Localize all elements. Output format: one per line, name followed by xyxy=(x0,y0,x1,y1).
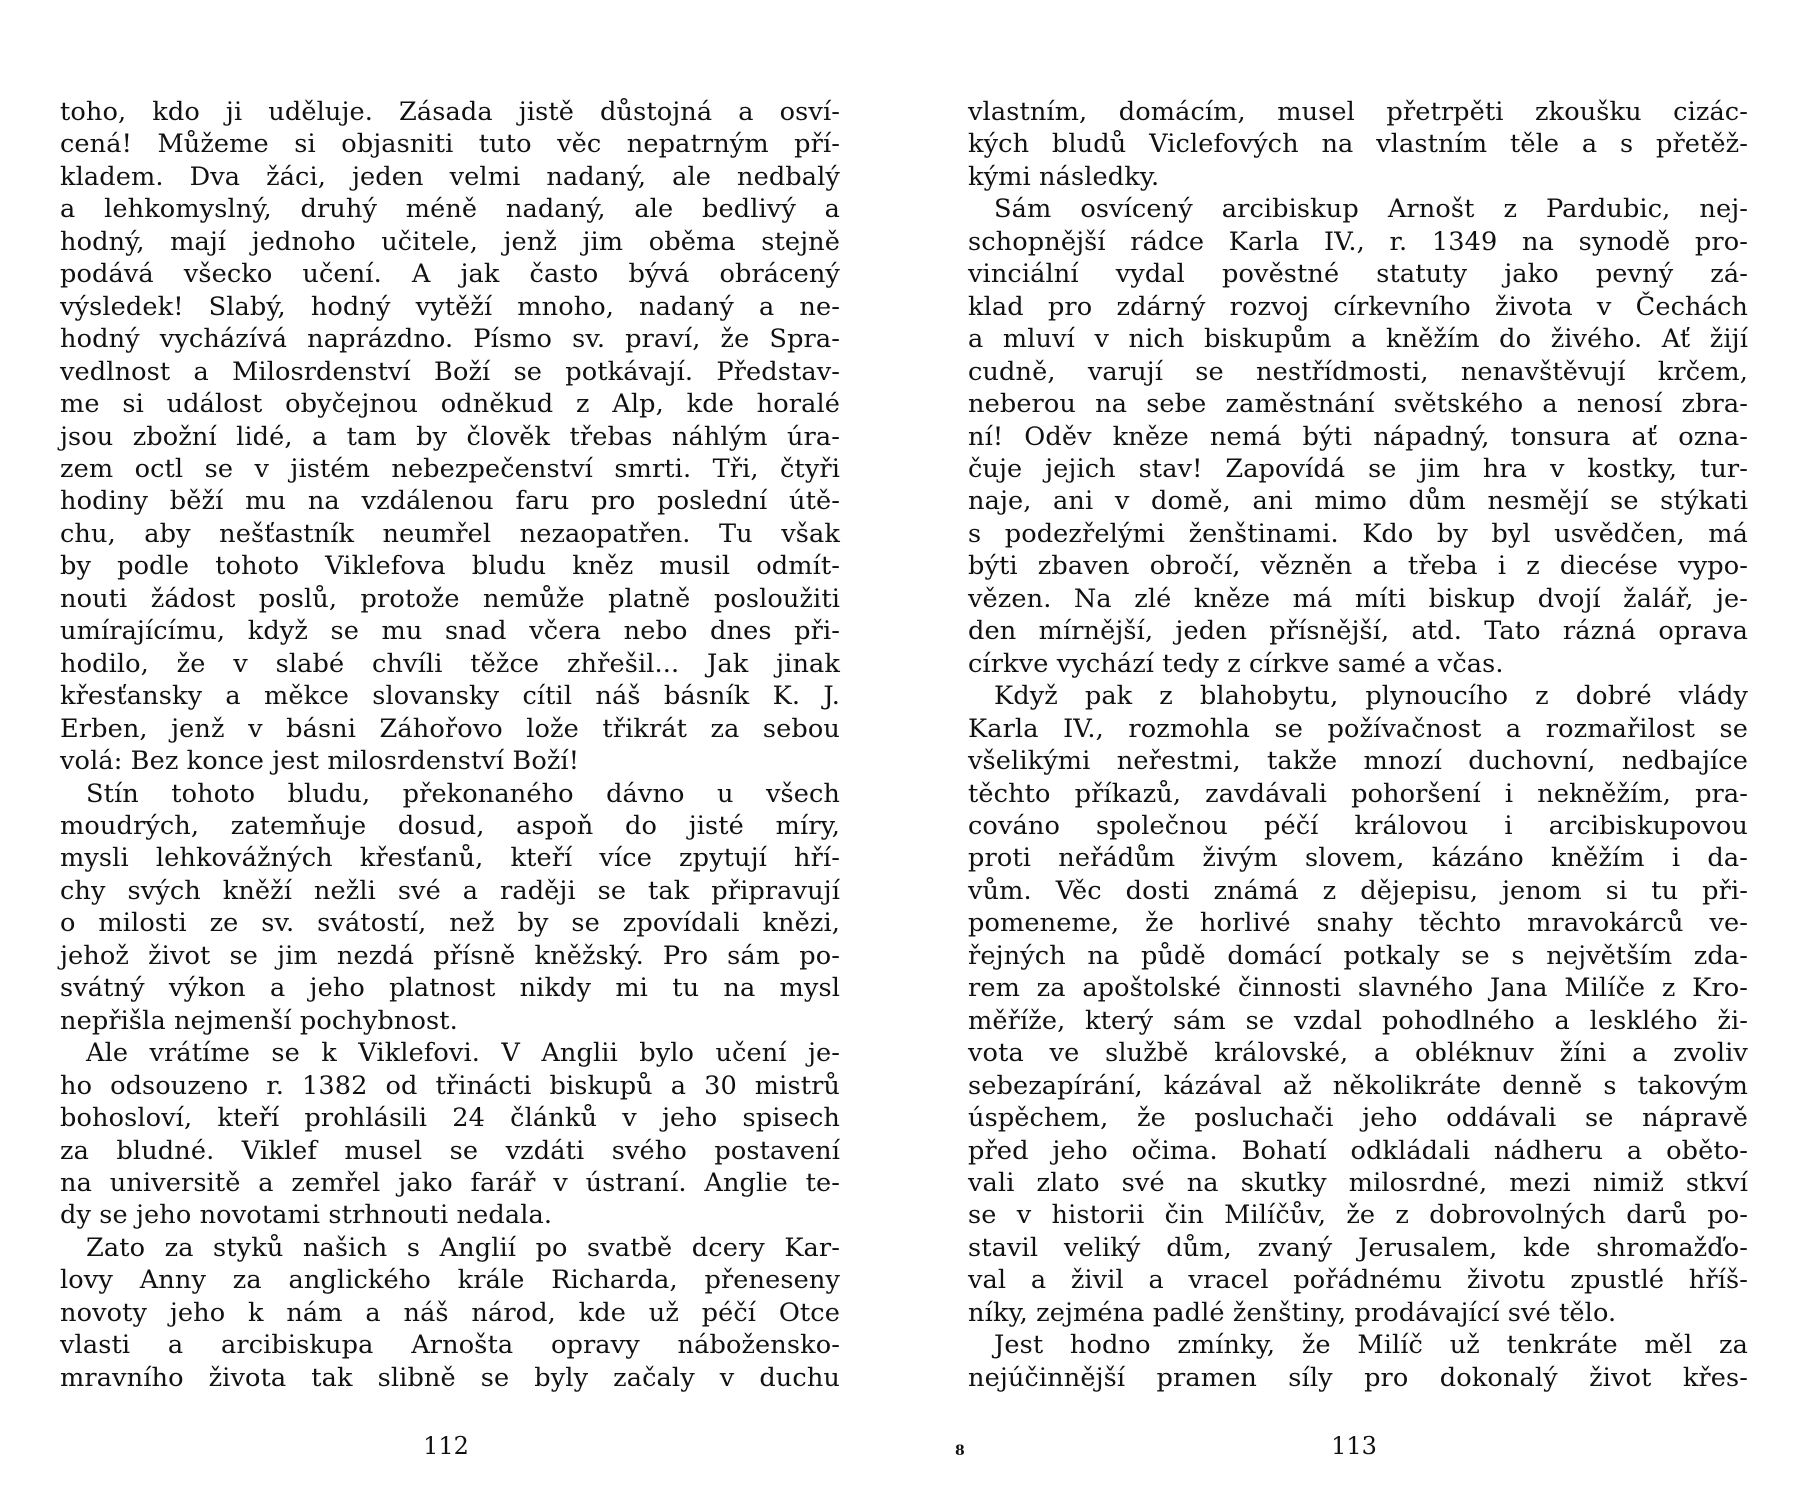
text-line: den mírnější, jeden přísnější, atd. Tato rázná oprava xyxy=(968,616,1748,647)
text-line: křesťansky a měkce slovansky cítil náš básník K. J. xyxy=(60,681,840,712)
text-line: vězen. Na zlé kněze má míti biskup dvojí žalář, je- xyxy=(968,583,1748,614)
text-line: a lehkomyslný, druhý méně nadaný, ale bedlivý a xyxy=(60,194,840,225)
text-line: Když pak z blahobytu, plynoucího z dobré vlády xyxy=(994,681,1748,712)
text-line: hodný, mají jednoho učitele, jenž jim oběma stejně xyxy=(60,226,840,257)
text-line: by podle tohoto Viklefova bludu kněz musil odmít- xyxy=(60,551,840,582)
text-line: jsou zbožní lidé, a tam by člověk třebas náhlým úra- xyxy=(60,421,840,452)
text-line: hodilo, že v slabé chvíli těžce zhřešil... Jak jinak xyxy=(60,648,840,679)
right-paragraph-3 xyxy=(968,680,1748,1329)
text-line: jehož život se jim nezdá přísně kněžský. Pro sám po- xyxy=(60,940,840,971)
text-line: býti zbaven obročí, vězněn a třeba i z diecése vypo- xyxy=(968,551,1748,582)
text-line: čuje jejich stav! Zapovídá se jim hra v kostky, tur- xyxy=(968,453,1748,484)
text-line: o milosti ze sv. svátostí, než by se zpovídali knězi, xyxy=(60,908,840,939)
text-line: kých bludů Viclefových na vlastním těle a s přetěž- xyxy=(968,129,1748,160)
text-line: úspěchem, že posluchači jeho oddávali se nápravě xyxy=(968,1103,1748,1134)
text-line: výsledek! Slabý, hodný vytěží mnoho, nadaný a ne- xyxy=(60,291,840,322)
text-line: vinciální vydal pověstné statuty jako pevný zá- xyxy=(968,259,1748,290)
text-line: vota ve službě královské, a obléknuv žíni a zvoliv xyxy=(968,1038,1748,1069)
text-line: Jest hodno zmínky, že Milíč už tenkráte měl za xyxy=(994,1330,1748,1361)
text-line: moudrých, zatemňuje dosud, aspoň do jisté míry, xyxy=(60,810,840,841)
text-line: pomeneme, že horlivé snahy těchto mravokárců ve- xyxy=(968,908,1748,939)
text-line: podává všecko učení. A jak často bývá obrácený xyxy=(60,259,840,290)
text-line: těchto příkazů, zavdávali pohoršení i nekněžím, pra- xyxy=(968,778,1748,809)
text-line: Erben, jenž v básni Záhořovo lože třikrát za sebou xyxy=(60,713,840,744)
printer-signature-mark: 8 xyxy=(955,1443,965,1459)
text-line: dy se jeho novotami strhnouti nedala. xyxy=(60,1200,553,1231)
left-paragraph-3 xyxy=(60,1037,840,1232)
text-line: novoty jeho k nám a náš národ, kde už péčí Otce xyxy=(60,1297,840,1328)
text-line: sebezapírání, kázával až několikráte denně s takovým xyxy=(968,1070,1748,1101)
text-line: cudně, varují se nestřídmosti, nenavštěvují krčem, xyxy=(968,356,1748,387)
text-line: umírajícímu, když se mu snad včera nebo dnes při- xyxy=(60,616,840,647)
text-line: církve vychází tedy z církve samé a včas. xyxy=(968,648,1504,679)
text-line: kými následky. xyxy=(968,161,1160,192)
left-paragraph-1 xyxy=(60,96,840,778)
text-line: proti neřádům živým slovem, kázáno kněžím i da- xyxy=(968,843,1748,874)
text-line: me si událost obyčejnou odněkud z Alp, kde horalé xyxy=(60,389,840,420)
text-line: nepřišla nejmenší pochybnost. xyxy=(60,1005,458,1036)
text-line: vům. Věc dosti známá z dějepisu, jenom si tu při- xyxy=(968,875,1748,906)
text-line: mysli lehkovážných křesťanů, kteří více zpytují hří- xyxy=(60,843,840,874)
text-line: cená! Můžeme si objasniti tuto věc nepatrným pří- xyxy=(60,129,840,160)
text-line: ní! Oděv kněze nemá býti nápadný, tonsura ať ozna- xyxy=(968,421,1748,452)
text-line: mravního života tak slibně se byly začaly v duchu xyxy=(60,1362,840,1393)
left-page xyxy=(60,96,840,1394)
text-line: rem za apoštolské činnosti slavného Jana Milíče z Kro- xyxy=(968,973,1748,1004)
text-line: hodný vycházívá naprázdno. Písmo sv. praví, že Spra- xyxy=(60,324,840,355)
text-line: ho odsouzeno r. 1382 od třinácti biskupů a 30 mistrů xyxy=(60,1070,840,1101)
text-line: svátný výkon a jeho platnost nikdy mi tu na mysl xyxy=(60,973,840,1004)
right-paragraph-2 xyxy=(968,193,1748,680)
text-line: toho, kdo ji uděluje. Zásada jistě důstojná a osví- xyxy=(60,97,840,127)
text-line: volá: Bez konce jest milosrdenství Boží! xyxy=(60,746,580,777)
right-paragraph-4 xyxy=(968,1329,1748,1394)
text-line: vedlnost a Milosrdenství Boží se potkávají. Představ- xyxy=(60,356,840,387)
left-paragraph-2 xyxy=(60,778,840,1038)
right-page xyxy=(968,96,1748,1394)
text-line: klad pro zdárný rozvoj církevního života v Čechách xyxy=(968,291,1748,322)
text-line: bohosloví, kteří prohlásili 24 článků v jeho spisech xyxy=(60,1103,840,1134)
text-line: zem octl se v jistém nebezpečenství smrti. Tři, čtyři xyxy=(60,453,840,484)
left-paragraph-4 xyxy=(60,1232,840,1394)
text-line: Zato za styků našich s Anglií po svatbě dcery Kar- xyxy=(86,1232,840,1263)
text-line: val a živil a vracel pořádnému životu zpustlé hříš- xyxy=(968,1265,1748,1296)
text-line: řejných na půdě domácí potkaly se s největším zda- xyxy=(968,940,1748,971)
text-line: a mluví v nich biskupům a kněžím do živého. Ať žijí xyxy=(968,324,1748,355)
text-line: se v historii čin Milíčův, že z dobrovolných darů po- xyxy=(968,1200,1748,1231)
text-line: za bludné. Viklef musel se vzdáti svého postavení xyxy=(60,1135,840,1166)
text-line: Sám osvícený arcibiskup Arnošt z Pardubic, nej- xyxy=(994,194,1748,225)
text-line: stavil veliký dům, zvaný Jerusalem, kde shromažďo- xyxy=(968,1232,1748,1263)
text-line: nouti žádost poslů, protože nemůže platně posloužiti xyxy=(60,583,840,614)
text-line: s podezřelými ženštinami. Kdo by byl usvědčen, má xyxy=(968,518,1748,549)
text-line: Karla IV., rozmohla se požívačnost a rozmařilost se xyxy=(968,713,1748,744)
text-line: schopnější rádce Karla IV., r. 1349 na synodě pro- xyxy=(968,226,1748,257)
text-line: kladem. Dva žáci, jeden velmi nadaný, ale nedbalý xyxy=(60,161,840,192)
text-line: neberou na sebe zaměstnání světského a nenosí zbra- xyxy=(968,389,1748,420)
page-number-left: 112 xyxy=(423,1432,469,1460)
text-line: Stín tohoto bludu, překonaného dávno u všech xyxy=(86,778,840,809)
text-line: vlastním, domácím, musel přetrpěti zkoušku cizác- xyxy=(968,97,1748,127)
text-line: všelikými neřestmi, takže mnozí duchovní, nedbajíce xyxy=(968,746,1748,777)
page-number-right: 113 xyxy=(1331,1432,1377,1460)
text-line: Ale vrátíme se k Viklefovi. V Anglii bylo učení je- xyxy=(86,1038,840,1069)
text-line: vali zlato své na skutky milosrdné, mezi nimiž stkví xyxy=(968,1167,1748,1198)
text-line: hodiny běží mu na vzdálenou faru pro poslední útě- xyxy=(60,486,840,517)
text-line: chy svých kněží nežli své a raději se tak připravují xyxy=(60,875,840,906)
text-line: vlasti a arcibiskupa Arnošta opravy nábožensko- xyxy=(60,1330,840,1361)
text-line: naje, ani v domě, ani mimo dům nesmějí se stýkati xyxy=(968,486,1748,517)
text-line: na universitě a zemřel jako farář v ústraní. Anglie te- xyxy=(60,1167,840,1198)
text-line: před jeho očima. Bohatí odkládali nádheru a obětо- xyxy=(968,1135,1748,1166)
text-line: lovy Anny za anglického krále Richarda, přeneseny xyxy=(60,1265,840,1296)
text-line: měříže, který sám se vzdal pohodlného a lesklého ži- xyxy=(968,1005,1748,1036)
text-line: nejúčinnější pramen síly pro dokonalý život křes- xyxy=(968,1362,1748,1393)
text-line: chu, aby nešťastník neumřel nezaopatřen. Tu však xyxy=(60,518,840,549)
text-line: cováno společnou péčí královou i arcibiskupovou xyxy=(968,810,1748,841)
text-line: níky, zejména padlé ženštiny, prodávající své tělo. xyxy=(968,1297,1617,1328)
right-paragraph-1 xyxy=(968,96,1748,193)
